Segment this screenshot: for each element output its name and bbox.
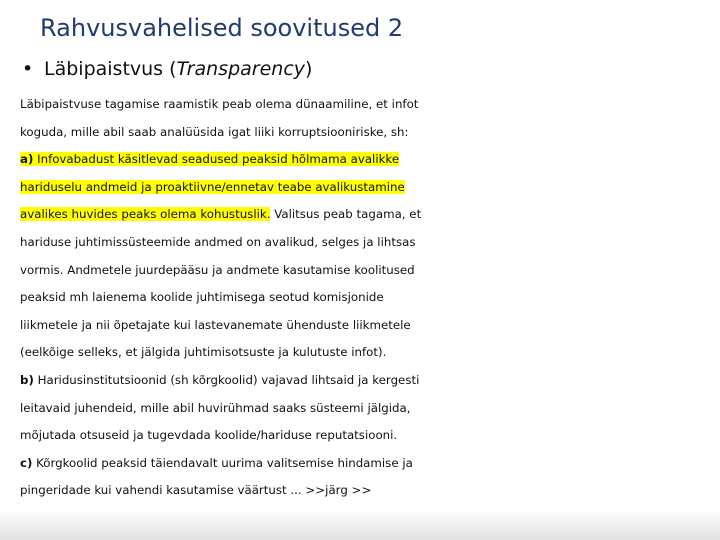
body-line: pingeridade kui vahendi kasutamise väärtust ... >>järg >>	[20, 483, 372, 498]
slide-title: Rahvusvahelised soovitused 2	[40, 14, 404, 42]
item-marker-a: a)	[20, 152, 34, 167]
body-text-segment: Haridusinstitutsioonid (sh kõrgkoolid) vajavad lihtsaid ja kergesti	[33, 372, 420, 387]
body-line-a	[20, 146, 710, 174]
item-marker-c: c)	[20, 455, 33, 470]
highlighted-text: hariduselu andmeid ja proaktiivne/ennetav teabe avalikustamine	[20, 179, 405, 194]
body-line: hariduse juhtimissüsteemide andmed on avalikud, selges ja lihtsas	[20, 234, 416, 249]
bullet-heading	[22, 58, 312, 80]
body-line: leitavaid juhendeid, mille abil huvirühmad saaks süsteemi jälgida,	[20, 400, 411, 415]
body-line: liikmetele ja nii õpetajate kui lastevanemate ühenduste liikmetele	[20, 317, 411, 332]
heading-close-paren: )	[305, 58, 313, 80]
body-line: (eelkõige selleks, et jälgida juhtimisotsuste ja kulutuste infot).	[20, 345, 387, 360]
body-line: koguda, mille abil saab analüüsida igat liiki korruptsiooniriske, sh:	[20, 124, 409, 139]
body-line-b	[20, 367, 710, 395]
body-text	[20, 91, 710, 505]
bottom-shadow	[0, 510, 720, 540]
heading-open-paren: (	[163, 58, 177, 80]
body-line: peaksid mh laienema koolide juhtimisega seotud komisjonide	[20, 290, 384, 305]
body-line: vormis. Andmetele juurdepääsu ja andmete kasutamise koolitused	[20, 262, 415, 277]
item-marker-b: b)	[20, 372, 34, 387]
bullet-icon: •	[22, 58, 34, 80]
body-line	[20, 201, 710, 229]
body-line-c	[20, 450, 710, 478]
body-text-segment: Kõrgkoolid peaksid täiendavalt uurima valitsemise hindamise ja	[32, 455, 413, 470]
body-line: mõjutada otsuseid ja tugevdada koolide/hariduse reputatsiooni.	[20, 428, 398, 443]
highlighted-text: Infovabadust käsitlevad seadused peaksid hõlmama avalikke	[33, 152, 400, 167]
heading-main: Läbipaistvus	[44, 58, 164, 80]
heading-english-term: Transparency	[176, 58, 306, 80]
body-line	[20, 174, 710, 202]
body-text-segment: Valitsus peab tagama, et	[270, 207, 422, 222]
body-line: Läbipaistvuse tagamise raamistik peab olema dünaamiline, et infot	[20, 97, 419, 111]
highlighted-text: avalikes huvides peaks olema kohustuslik.	[20, 207, 271, 222]
